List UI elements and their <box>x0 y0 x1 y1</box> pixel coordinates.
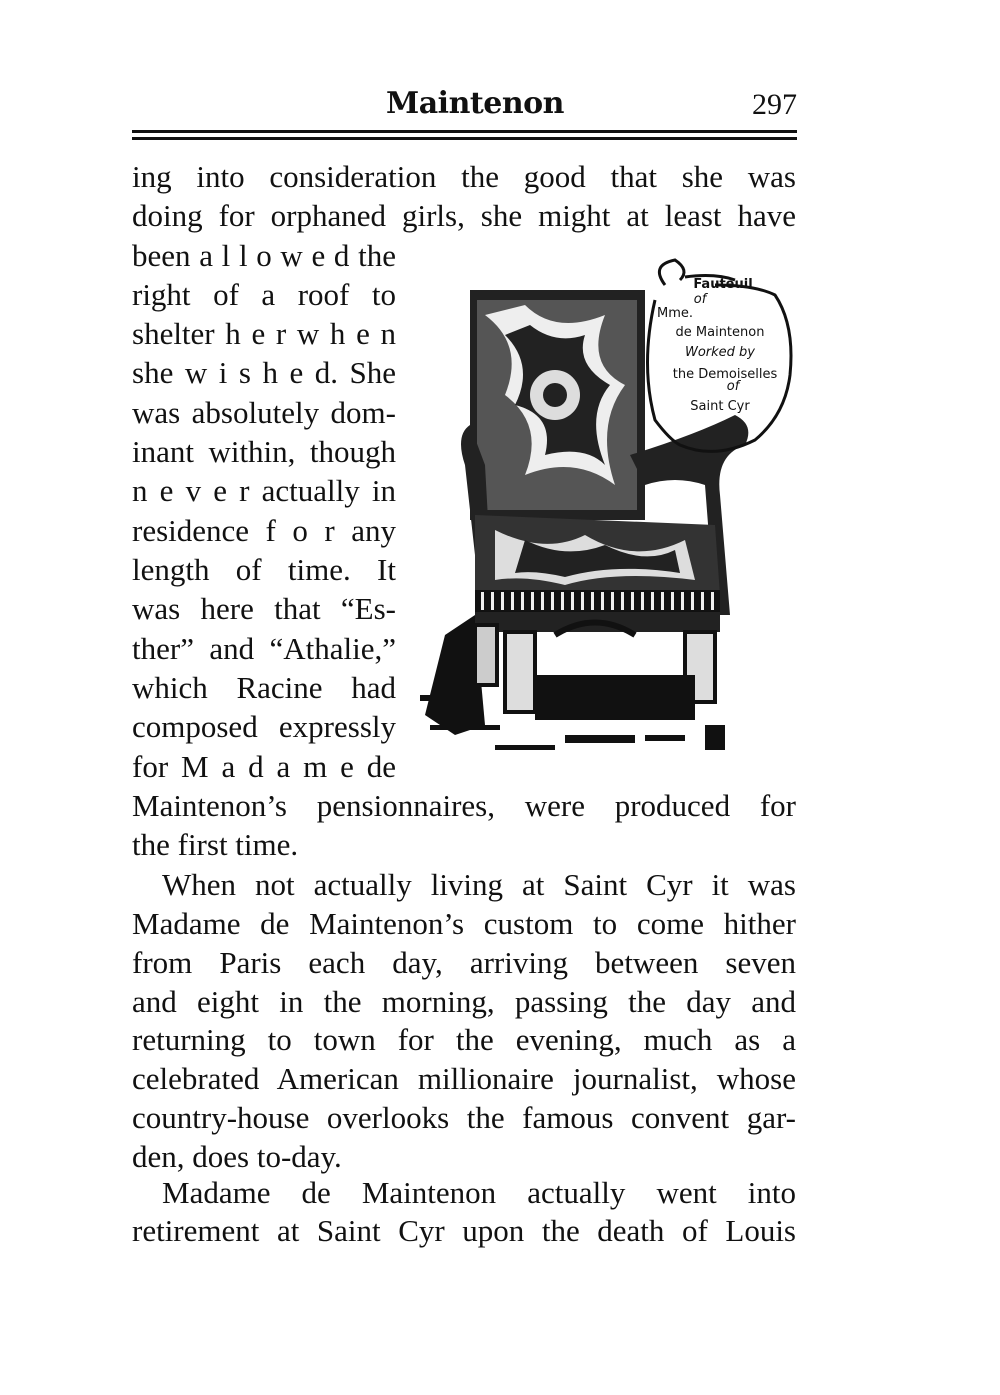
text-line: den, does to-day. <box>132 1139 342 1174</box>
chair-illustration <box>415 255 810 765</box>
text-line: retirement at Saint Cyr upon the death of Louis <box>132 1213 796 1248</box>
text-line: inant within, though <box>132 434 396 469</box>
label-line: Fauteuil <box>693 277 753 292</box>
page-number: 297 <box>752 88 797 121</box>
text-line: was here that “Es- <box>132 591 396 626</box>
chair-seat <box>475 515 720 612</box>
text-line: for M a d a m e de <box>132 749 396 784</box>
text-line: from Paris each day, arriving between seven <box>132 945 796 980</box>
header-rule-top <box>132 130 797 133</box>
header-title: Maintenon <box>386 86 564 121</box>
text-line: returning to town for the evening, much as a <box>132 1022 796 1057</box>
text-line: was absolutely dom- <box>132 395 396 430</box>
text-line: When not actually living at Saint Cyr it was <box>162 867 796 902</box>
text-line: Madame de Maintenon’s custom to come hither <box>132 906 796 941</box>
text-line: the first time. <box>132 827 299 862</box>
text-line: Maintenon’s pensionnaires, were produced for <box>132 788 796 823</box>
text-line: and eight in the morning, passing the day and <box>132 984 796 1019</box>
text-line: Madame de Maintenon actually went into <box>162 1175 796 1210</box>
text-line: composed expressly <box>132 709 396 744</box>
text-line: ther” and “Athalie,” <box>132 631 396 666</box>
text-line: celebrated American millionaire journalist, whose <box>132 1061 796 1096</box>
chair-legs <box>475 612 720 720</box>
header-rule-bottom <box>132 137 797 140</box>
label-line: Worked by <box>684 345 756 360</box>
text-line: n e v e r actually in <box>132 473 396 508</box>
text-line: ing into consideration the good that she was <box>132 159 796 194</box>
label-line: Saint Cyr <box>690 399 750 414</box>
text-line: right of a roof to <box>132 277 396 312</box>
label-line: of <box>726 379 740 394</box>
label-line: de Maintenon <box>675 325 765 340</box>
text-line: country-house overlooks the famous convent gar- <box>132 1100 796 1135</box>
text-line: doing for orphaned girls, she might at least have <box>132 198 796 233</box>
text-line: length of time. It <box>132 552 396 587</box>
label-line: Mme. <box>656 306 694 321</box>
text-line: she w i s h e d. She <box>132 355 396 390</box>
text-line: residence f o r any <box>132 513 396 548</box>
text-line: shelter h e r w h e n <box>132 316 396 351</box>
label-line: of <box>693 292 707 307</box>
text-line: been a l l o w e d the <box>132 238 396 273</box>
text-line: which Racine had <box>132 670 396 705</box>
chair-back <box>470 290 645 520</box>
label-line: the Demoiselles <box>672 367 778 382</box>
